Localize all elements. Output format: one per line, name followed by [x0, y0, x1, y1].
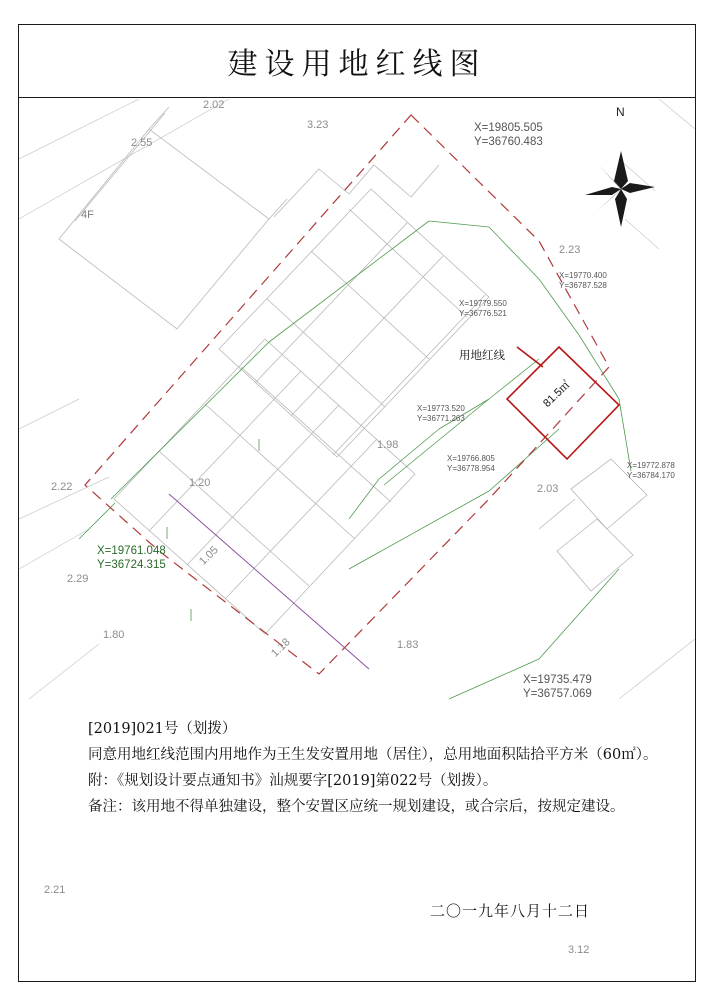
elevation-label: 1.83 [397, 639, 419, 651]
elevation-label: 1.18 [269, 636, 293, 660]
coordinate-label-west: X=19761.048 Y=36724.315 [97, 545, 166, 572]
elevation-label: 3.12 [568, 944, 590, 956]
elevation-label: 2.55 [131, 137, 153, 149]
site-plan-canvas [19, 99, 695, 709]
issue-date: 二〇一九年八月十二日 [430, 902, 591, 920]
parcel-area-label: 81.5㎡ [541, 378, 573, 410]
note-line-4: 备注：该用地不得单独建设，整个安置区应统一规划建设，或合宗后，按规定建设。 [88, 799, 625, 815]
building-floor-label: 4F [81, 209, 94, 221]
coordinate-label-north: X=19805.505 Y=36760.483 [474, 122, 543, 149]
title-bar [18, 24, 696, 98]
elevation-label: 2.21 [44, 884, 66, 896]
coordinate-label-south: X=19735.479 Y=36757.069 [523, 674, 592, 701]
redline-label: 用地红线 [459, 348, 505, 362]
coordinate-label-lower-mid: X=19766.805 Y=36778.954 [447, 454, 495, 473]
elevation-label: 2.22 [51, 481, 73, 493]
note-line-3: 附：《规划设计要点通知书》汕规要字[2019]第022号（划拨）。 [88, 773, 498, 789]
elevation-label: 1.20 [189, 477, 211, 489]
page-title: 建设用地红线图 [227, 46, 487, 82]
compass-north-label: N [616, 105, 625, 119]
elevation-label: 1.80 [103, 629, 125, 641]
coordinate-label-mid-upper: X=19779.550 Y=36776.521 [459, 299, 507, 318]
coordinate-label-east: X=19772.878 Y=36784.170 [627, 461, 675, 480]
note-line-1: [2019]021号（划拨） [88, 721, 237, 737]
elevation-label: 2.02 [203, 99, 225, 111]
coordinate-label-northeast: X=19770.400 Y=36787.528 [559, 271, 607, 290]
elevation-label: 2.03 [537, 483, 559, 495]
coordinate-label-center: X=19773.520 Y=36771.263 [417, 404, 465, 423]
elevation-label: 3.23 [307, 119, 329, 131]
elevation-label: 2.29 [67, 573, 89, 585]
elevation-label: 2.23 [559, 244, 581, 256]
elevation-label: 1.05 [197, 544, 221, 568]
notes-block [60, 716, 660, 820]
elevation-label: 1.98 [377, 439, 399, 451]
note-line-2: 同意用地红线范围内用地作为王生发安置用地（居住），总用地面积陆拾平方米（60㎡）。 [88, 747, 658, 763]
